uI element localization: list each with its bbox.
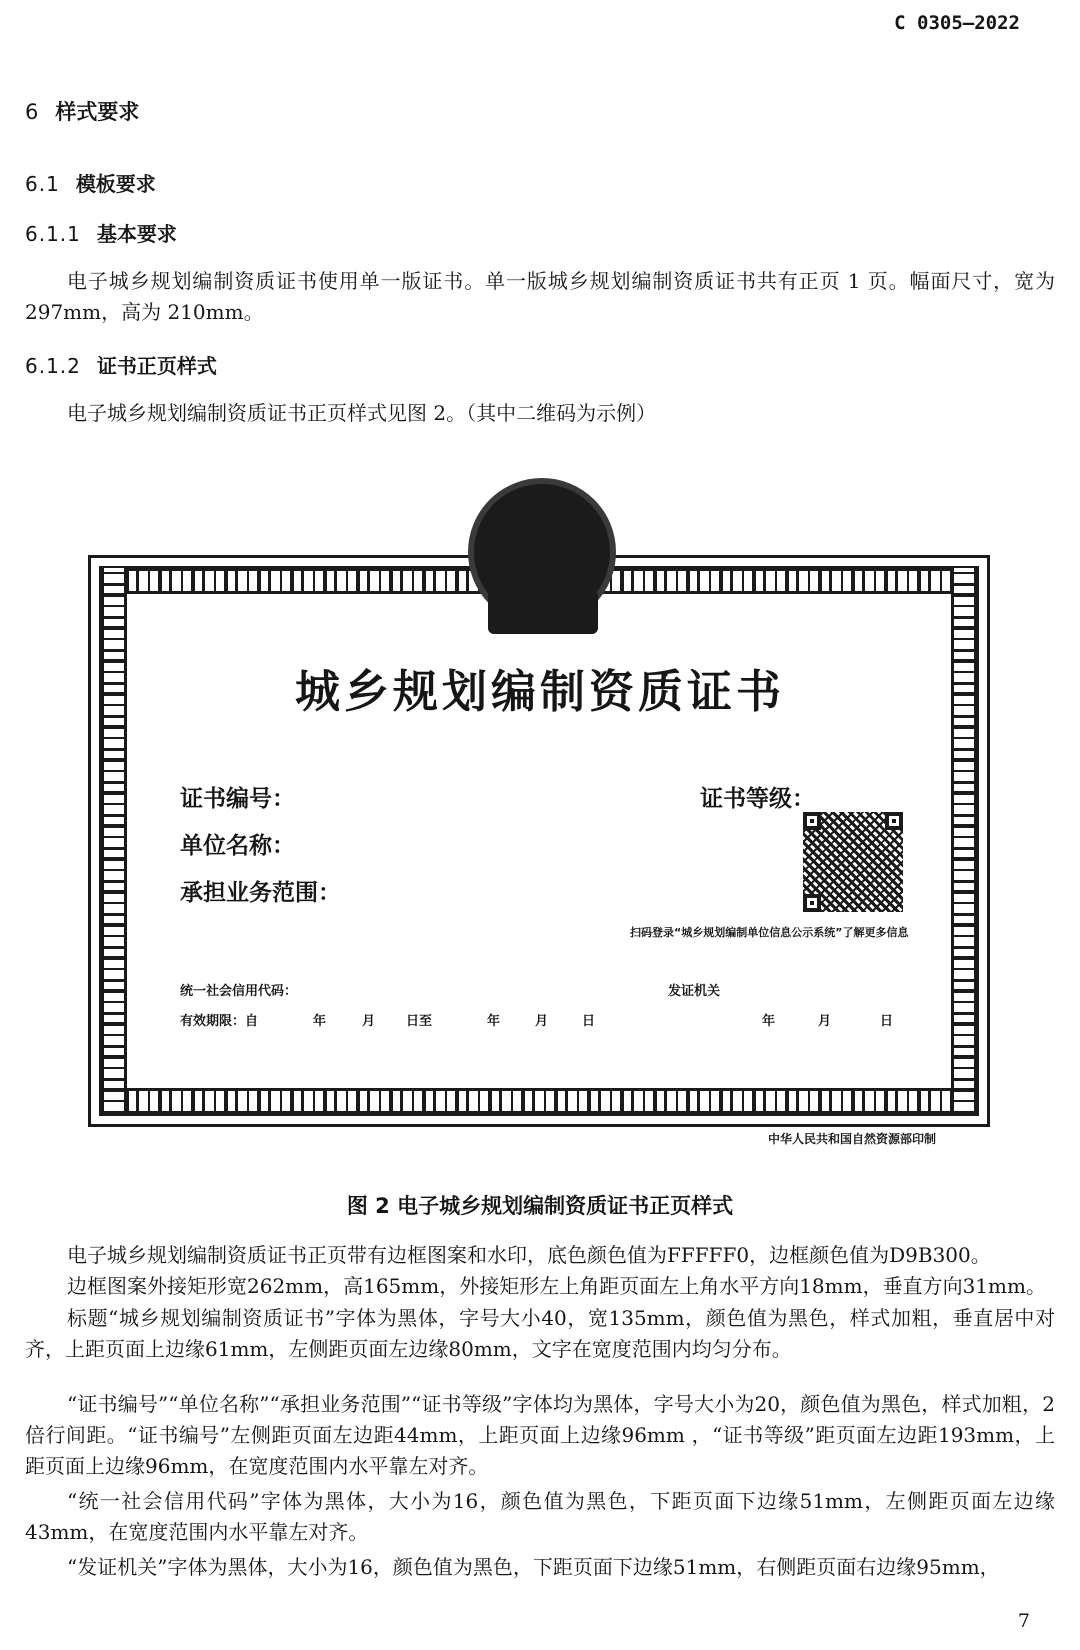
cert-grade-label: 证书等级： (700, 786, 815, 812)
section-title: 证书正页样式 (96, 354, 217, 378)
body-paragraph: “证书编号”“单位名称”“承担业务范围”“证书等级”字体均为黑体，字号大小为20，颜色值为黑色，样式加粗，2倍行间距。“证书编号”左侧距页面左边距44mm，上距页面上边缘96mm ，“证书等级”距页面左边距193mm，上距页面上边缘96mm，在宽度范围内水平靠左对齐。 (25, 1392, 1055, 1478)
validity-start-day-to: 日至 (406, 1014, 433, 1029)
certificate-title: 城乡规划编制资质证书 (294, 665, 785, 718)
section-6-1-1-heading (25, 218, 177, 247)
business-scope-label: 承担业务范围： (180, 880, 341, 906)
cert-number-label: 证书编号： (180, 786, 295, 812)
figure-caption: 图 2 电子城乡规划编制资质证书正页样式 (346, 1194, 734, 1218)
document-code: C 0305—2022 (894, 12, 1020, 34)
body-paragraph: “发证机关”字体为黑体，大小为16，颜色值为黑色，下距页面下边缘51mm，右侧距页面右边缘95mm， (67, 1555, 1000, 1579)
body-paragraph: “统一社会信用代码”字体为黑体，大小为16，颜色值为黑色，下距页面下边缘51mm，左侧距页面左边缘43mm，在宽度范围内水平靠左对齐。 (25, 1489, 1055, 1544)
section-title: 基本要求 (96, 222, 177, 246)
issue-month: 月 (818, 1014, 832, 1029)
validity-start-year: 年 (313, 1014, 327, 1029)
body-paragraph: 电子城乡规划编制资质证书正页带有边框图案和水印，底色颜色值为FFFFF0，边框颜色值为D9B300。 (67, 1243, 991, 1267)
basic-requirement-paragraph: 电子城乡规划编制资质证书使用单一版证书。单一版城乡规划编制资质证书共有正页 1 页。幅面尺寸，宽为 297mm，高为 210mm。 (25, 269, 1055, 324)
section-number: 6.1 (25, 172, 60, 196)
section-6-1-2-heading (25, 350, 217, 379)
section-6-heading (25, 96, 139, 126)
section-number: 6.1.1 (25, 222, 81, 246)
validity-start-month: 月 (362, 1014, 376, 1029)
validity-end-month: 月 (535, 1014, 549, 1029)
section-title: 模板要求 (75, 172, 156, 196)
page-number: 7 (1017, 1610, 1030, 1632)
issue-year: 年 (762, 1014, 776, 1029)
emblem-base (488, 590, 598, 634)
section-number: 6 (25, 100, 40, 124)
qr-caption: 扫码登录“城乡规划编制单位信息公示系统”了解更多信息 (630, 926, 909, 939)
printer-note: 中华人民共和国自然资源部印制 (768, 1132, 937, 1146)
body-paragraph: 标题“城乡规划编制资质证书”字体为黑体，字号大小40，宽135mm，颜色值为黑色，样式加粗，垂直居中对齐，上距页面上边缘61mm，左侧距页面左边缘80mm，文字在宽度范围内均匀分布。 (25, 1306, 1055, 1361)
validity-label: 有效期限：自 (180, 1014, 259, 1029)
unit-name-label: 单位名称： (180, 833, 295, 859)
figure-reference-paragraph: 电子城乡规划编制资质证书正页样式见图 2。（其中二维码为示例） (67, 401, 657, 425)
validity-end-year: 年 (487, 1014, 501, 1029)
issue-day: 日 (880, 1014, 894, 1029)
qr-code-icon (803, 812, 903, 912)
validity-end-day: 日 (582, 1014, 596, 1029)
frame-pattern-right (951, 568, 977, 1114)
issuing-authority-label: 发证机关 (668, 984, 721, 999)
section-title: 样式要求 (55, 100, 140, 124)
frame-pattern-bottom (103, 1088, 975, 1114)
body-paragraph: 边框图案外接矩形宽262mm，高165mm，外接矩形左上角距页面左上角水平方向18mm，垂直方向31mm。 (67, 1274, 1046, 1298)
credit-code-label: 统一社会信用代码： (180, 984, 298, 999)
section-6-1-heading (25, 168, 156, 197)
frame-pattern-left (101, 568, 127, 1114)
section-number: 6.1.2 (25, 354, 81, 378)
